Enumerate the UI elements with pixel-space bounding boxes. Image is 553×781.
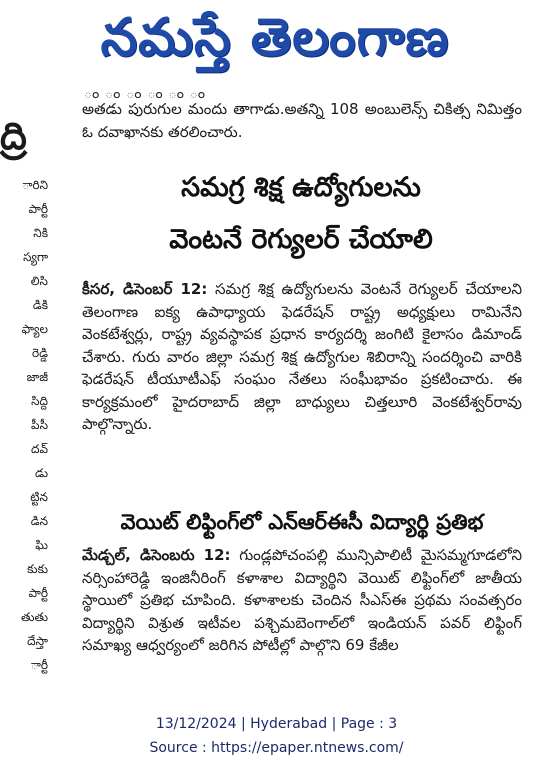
newspaper-clipping	[0, 86, 553, 698]
left-text-fragment: ఫ్యాల	[21, 322, 48, 336]
left-text-fragment: రెడ్డి	[32, 346, 48, 360]
left-column-fragment	[0, 92, 52, 698]
left-text-fragment: డు	[34, 466, 48, 480]
article2-headline-line1: సమగ్ర శిక్ష ఉద్యోగులను	[181, 172, 421, 203]
left-text-fragment: కుకు	[27, 562, 48, 576]
footer-meta: 13/12/2024 | Hyderabad | Page : 3	[155, 716, 398, 732]
article2-body	[82, 278, 522, 436]
left-text-fragment: పీసీ	[31, 418, 48, 432]
article1-body: అతడు పురుగుల మందు తాగాడు.అతన్ని 108 అంబులెన్స్ చికిత్స నిమిత్తం ఓ దవాఖానకు తరలించారు.	[82, 100, 522, 141]
left-text-fragment: స్యగా	[23, 250, 48, 264]
left-text-fragment: లిసి	[30, 274, 48, 288]
left-text-fragment: దేస్తా	[27, 634, 48, 648]
cut-off-text-line: ం ం ం ం ం ం	[84, 86, 207, 102]
masthead-logo: నమస్తే తెలంగాణ	[100, 7, 450, 68]
article3-headline: వెయిట్ లిఫ్టింగ్‌లో ఎన్ఆర్ఈసీ విద్యార్థి ప్రతిభ	[120, 510, 484, 534]
left-text-fragment: డికి	[32, 298, 48, 312]
left-text-fragment: డిన	[30, 514, 48, 528]
main-column	[62, 86, 540, 698]
left-text-fragment: ార్టీ	[30, 658, 48, 672]
left-text-fragment: ారిని	[22, 178, 48, 192]
left-text-fragment: పార్టీ	[28, 202, 48, 216]
left-text-fragment: దవ్	[30, 442, 48, 456]
article3-dateline: మేడ్చల్, డిసెంబరు 12:	[82, 546, 231, 564]
left-text-fragment: నికి	[33, 226, 48, 240]
left-text-fragment: ఘి	[35, 538, 48, 552]
left-text-fragment: పార్టీ	[28, 586, 48, 600]
left-heading-fragment: ద్రి	[0, 114, 27, 158]
left-text-fragment: సిద్ది	[31, 394, 48, 408]
article2-headline-line2: వెంటనే రెగ్యులర్ చేయాలి	[169, 224, 433, 255]
article3-body	[82, 544, 522, 657]
left-text-fragment: తుతు	[21, 610, 48, 624]
footer-source: Source : https://epaper.ntnews.com/	[149, 740, 404, 756]
left-text-fragment: ట్టిన	[30, 490, 48, 504]
article2-dateline: కీసర, డిసెంబర్ 12:	[82, 280, 208, 298]
article2-text: సమగ్ర శిక్ష ఉద్యోగులను వెంటనే రెగ్యులర్ చేయాలని తెలంగాణ ఐక్య ఉపాధ్యాయ ఫెడరేషన్ రాష్ట్ర అధ్యక్షులు రామినేని వెంకటేశ్వర్లు, రాష్ట్ర వ్యవస్థాపక ప్రధాన కార్యదర్శి జంగిటి కైలాసం డిమాండ్ చేశారు. గురు వారం జిల్లా సమగ్ర శిక్ష ఉద్యోగుల శిబిరాన్ని సందర్శించి వారికి ఫెడరేషన్ టీయూటీఎఫ్ సంఘం నేతలు సంఘీభావం ప్రకటించారు. ఈ కార్యక్రమంలో హైదరాబాద్ జిల్లా బాధ్యులు చిత్తలూరి వెంకటేశ్వర్‌రావు పాల్గొన్నారు.	[82, 280, 522, 433]
left-text-fragment: జాజీ	[26, 370, 48, 384]
article3-text: గుండ్లపోచంపల్లి మున్సిపాలిటీ మైసమ్మగూడలోని నర్సింహారెడ్డి ఇంజినీరింగ్ కళాశాల విద్యార్థిని వెయిట్ లిఫ్టింగ్‌లో జాతీయ స్థాయిలో ప్రతిభ చూపింది. కళాశాలకు చెందిన సీఎస్ఈ ప్రథమ సంవత్సరం విద్యార్థిని విశ్రుత ఇటీవల పశ్చిమబెంగాల్‌లో ఇండియన్ పవర్ లిఫ్టింగ్ సమాఖ్య ఆధ్వర్యంలో జరిగిన పోటీల్లో పాల్గొని 69 కేజీల	[82, 546, 522, 654]
